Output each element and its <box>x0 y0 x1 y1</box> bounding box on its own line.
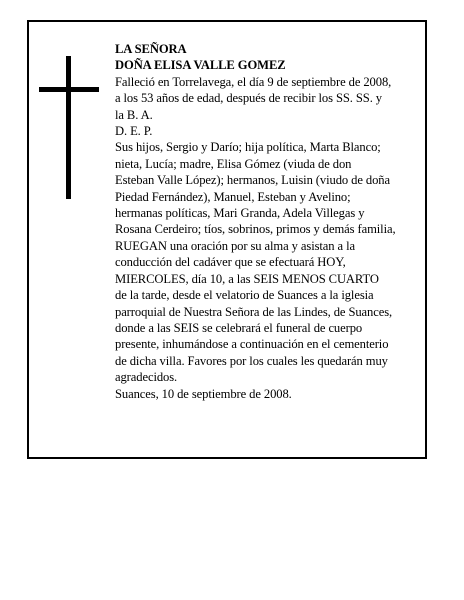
cross-icon <box>39 56 99 199</box>
notice-line: RUEGAN una oración por su alma y asistan a la <box>115 238 355 253</box>
notice-line: Falleció en Torrelavega, el día 9 de septiembre de 2008, <box>115 74 392 89</box>
notice-line: Esteban Valle López); hermanos, Luisin (viudo de doña <box>115 173 390 188</box>
cross-horizontal-bar <box>39 87 99 92</box>
notice-line: la B. A. <box>115 107 153 122</box>
notice-line: Sus hijos, Sergio y Darío; hija política, Marta Blanco; <box>115 140 381 155</box>
notice-line: MIERCOLES, día 10, a las SEIS MENOS CUARTO <box>115 271 379 286</box>
notice-line: Rosana Cerdeiro; tíos, sobrinos, primos y demás familia, <box>115 222 396 237</box>
notice-line: donde a las SEIS se celebrará el funeral de cuerpo <box>115 320 363 335</box>
notice-heading: LA SEÑORA <box>115 42 187 56</box>
obituary-notice <box>27 20 427 459</box>
notice-line: conducción del cadáver que se efectuará HOY, <box>115 255 346 270</box>
notice-line: D. E. P. <box>115 124 153 139</box>
notice-line: parroquial de Nuestra Señora de las Lindes, de Suances, <box>115 304 393 319</box>
notice-line: Piedad Fernández), Manuel, Esteban y Avelino; <box>115 189 351 204</box>
notice-line: presente, inhumándose a continuación en el cementerio <box>115 337 389 352</box>
notice-line: de la tarde, desde el velatorio de Suances a la iglesia <box>115 288 374 303</box>
deceased-name: DOÑA ELISA VALLE GOMEZ <box>115 58 286 73</box>
cross-vertical-bar <box>66 56 71 199</box>
notice-text <box>115 41 427 402</box>
notice-line: hermanas políticas, Mari Granda, Adela Villegas y <box>115 206 365 221</box>
notice-line: de dicha villa. Favores por los cuales les quedarán muy <box>115 353 388 368</box>
notice-line: Suances, 10 de septiembre de 2008. <box>115 386 292 401</box>
notice-line: agradecidos. <box>115 370 178 385</box>
notice-line: a los 53 años de edad, después de recibir los SS. SS. y <box>115 91 382 106</box>
notice-line: nieta, Lucía; madre, Elisa Gómez (viuda de don <box>115 156 352 171</box>
